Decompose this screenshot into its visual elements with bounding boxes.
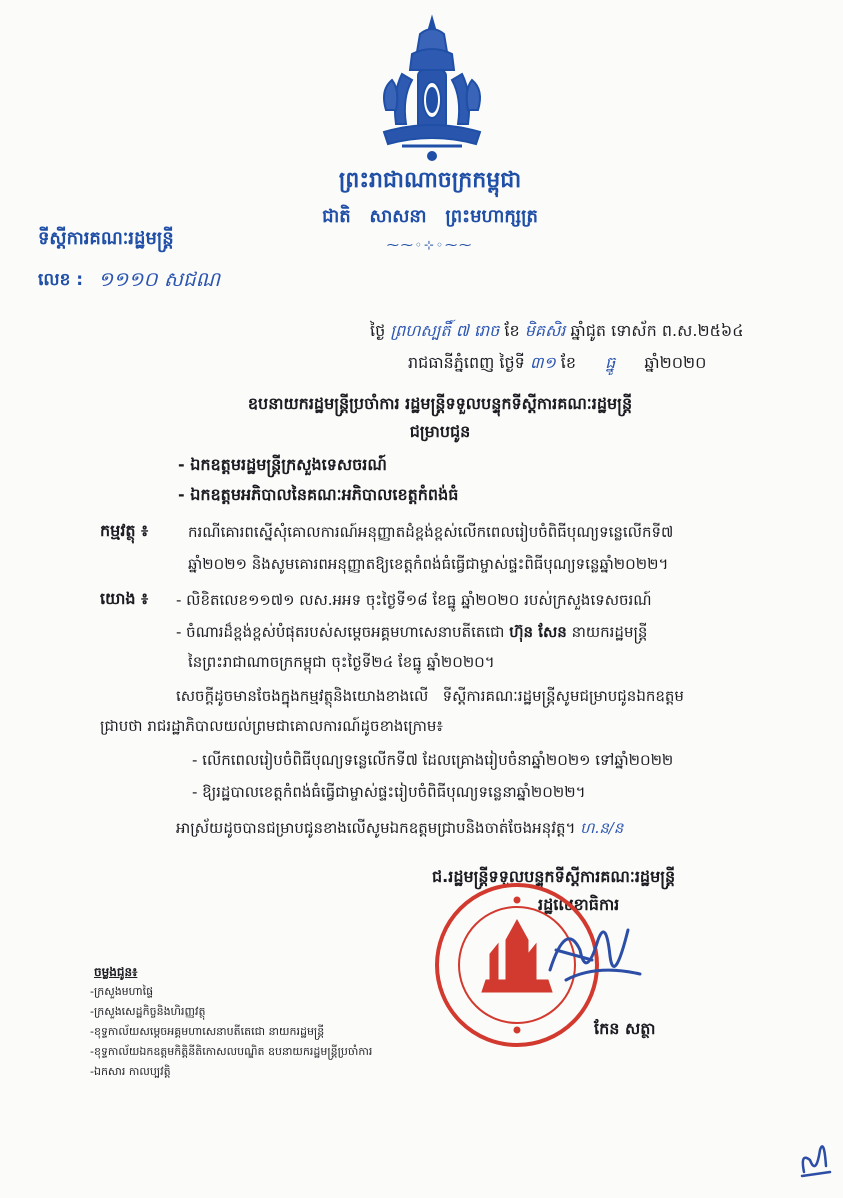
recipient-1: - ឯកឧត្តមរដ្ឋមន្ត្រីក្រសួងទេសចរណ៍ (178, 455, 387, 474)
body-paragraph-line-1: សេចក្តីដូចមានចែងក្នុងកម្មវត្ថុនិងយោងខាងលើ ទីស្តីការគណៈរដ្ឋមន្ត្រីសូមជម្រាបជូនឯកឧត្តម (176, 687, 684, 705)
lunar-date (370, 320, 830, 342)
solar-prefix: រាជធានីភ្នំពេញ ថ្ងៃទី (408, 353, 525, 372)
solar-day-handwritten: ៣១ (529, 353, 556, 372)
prime-minister-name: ហ៊ុន សែន (509, 623, 567, 641)
solar-date (408, 352, 828, 374)
signatory-position: រដ្ឋលេខាធិការ (538, 895, 620, 914)
copy-item: -ឯកសារ កាលប្បវត្តិ (90, 1065, 171, 1078)
subject-line-2: ឆ្នាំ២០២១ និងសូមគោរពអនុញ្ញាតឱ្យខេត្តកំពង់ធំធ្វើជាម្ចាស់ផ្ទះពិធីបុណ្យទន្លេឆ្នាំ២០២២។ (188, 555, 669, 573)
copies-label: ចម្លងជូន៖ (94, 965, 138, 979)
decision-point-1: - លើកពេលរៀបចំពិធីបុណ្យទន្លេលើកទី៧ ដែលគ្រោងរៀបចំនាឆ្នាំ២០២១ ទៅឆ្នាំ២០២២ (192, 751, 674, 769)
reference-section-label: យោង ៖ (100, 589, 149, 608)
kingdom-title: ព្រះរាជាណាចក្រកម្ពុជា (338, 168, 522, 193)
lunar-year: ឆ្នាំជូត ទោស័ក ព.ស.២៥៦៤ (570, 321, 744, 340)
document-title: ឧបនាយករដ្ឋមន្ត្រីប្រចាំការ រដ្ឋមន្ត្រីទទួលបន្ទុកទីស្តីការគណៈរដ្ឋមន្ត្រី (247, 394, 633, 413)
lunar-prefix: ថ្ងៃ (370, 321, 386, 340)
emblem (372, 14, 492, 164)
issuing-office: ទីស្តីការគណៈរដ្ឋមន្ត្រី (38, 228, 174, 249)
lunar-month-label: ខែ (504, 321, 520, 340)
signature-icon (536, 910, 646, 1000)
reference-number: ១១១០ សជណ (98, 267, 221, 291)
reference-item-2-text: - ចំណារដ៏ខ្ពង់ខ្ពស់បំផុតរបស់សម្តេចអគ្គមហាសេនាបតីតេជោ (176, 623, 505, 641)
copy-item: -ខុទ្ទកាល័យសម្តេចអគ្គមហាសេនាបតីតេជោ នាយករដ្ឋមន្ត្រី (90, 1025, 325, 1038)
recipient-2: - ឯកឧត្តមអភិបាលនៃគណៈអភិបាលខេត្តកំពង់ធំ (178, 485, 459, 504)
reference-item-2 (176, 622, 816, 642)
lunar-day-handwritten: ព្រហស្បតិ៍ ៧ រោច (390, 321, 500, 340)
body-paragraph-line-2: ជ្រាបថា រាជរដ្ឋាភិបាលយល់ព្រមជាគោលការណ៍ដូចខាងក្រោម៖ (100, 717, 444, 735)
solar-month-label: ខែ (560, 353, 577, 372)
reference-item-2-title: នាយករដ្ឋមន្ត្រី (571, 623, 648, 641)
closing-initials: ហ.ន/ន (580, 819, 624, 837)
initial-mark-icon (796, 1132, 836, 1182)
copy-item: -ក្រសួងសេដ្ឋកិច្ចនិងហិរញ្ញវត្ថុ (90, 1005, 206, 1018)
signatory-title: ជ.រដ្ឋមន្ត្រីទទួលបន្ទុកទីស្តីការគណៈរដ្ឋមន្ត្រី (432, 867, 676, 886)
signatory-name: កែន សត្ថា (594, 1019, 656, 1038)
royal-coat-of-arms-icon (372, 14, 492, 164)
reference-item-1: - លិខិតលេខ១១៧១ លស.អអទ ចុះថ្ងៃទី១៨ ខែធ្នូ ឆ្នាំ២០២០ របស់ក្រសួងទេសចរណ៍ (176, 591, 652, 609)
closing-line (176, 818, 816, 838)
decision-point-2: - ឱ្យរដ្ឋបាលខេត្តកំពង់ធំធ្វើជាម្ចាស់ផ្ទះរៀបចំពិធីបុណ្យទន្លេនាឆ្នាំ២០២២។ (192, 783, 586, 801)
ornament-divider: ⁓⁓◦⊹◦⁓⁓ (386, 238, 474, 252)
subject-label: កម្មវត្ថុ ៖ (100, 521, 149, 540)
solar-year: ឆ្នាំ២០២០ (644, 353, 707, 372)
reference-item-2-line-2: នៃព្រះរាជាណាចក្រកម្ពុជា ចុះថ្ងៃទី២៤ ខែធ្នូ ឆ្នាំ២០២០។ (188, 653, 495, 671)
document-title-sub: ជម្រាបជូន (409, 422, 471, 441)
national-motto: ជាតិ សាសនា ព្រះមហាក្សត្រ (322, 206, 538, 227)
lunar-month-handwritten: មិគសិរ (524, 321, 566, 340)
reference-label: លេខ : (38, 270, 84, 290)
copy-item: -ក្រសួងមហាផ្ទៃ (90, 985, 154, 998)
handwritten-signature (536, 910, 646, 1000)
copy-item: -ខុទ្ទកាល័យឯកឧត្តមកិត្តិនីតិកោសលបណ្ឌិត ឧបនាយករដ្ឋមន្ត្រីប្រចាំការ (90, 1045, 373, 1058)
corner-initial-mark (796, 1132, 836, 1182)
subject-line-1: ករណីគោរពស្នើសុំគោលការណ៍អនុញ្ញាតដំខ្ពង់ខ្ពស់លើកពេលរៀបចំពិធីបុណ្យទន្លេលើកទី៧ (188, 523, 674, 541)
closing-text: អាស្រ័យដូចបានជម្រាបជូនខាងលើសូមឯកឧត្តមជ្រាបនិងចាត់ចែងអនុវត្ត។ (176, 819, 576, 837)
solar-month-handwritten: ធ្នូ (605, 353, 616, 372)
